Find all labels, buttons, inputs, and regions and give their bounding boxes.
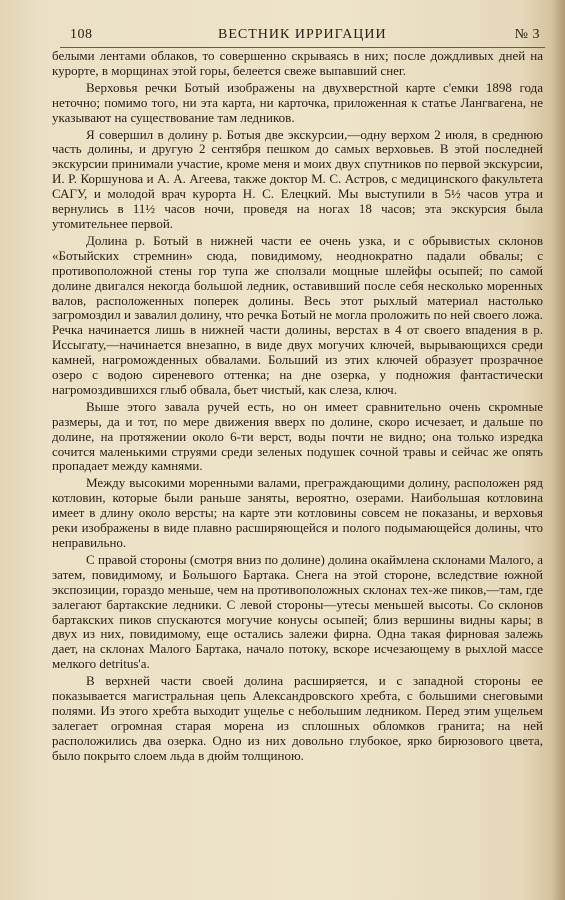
paragraph-continued: белыми лентами облаков, то совершенно скрываясь в них; после дождливых дней на курорте, в морщинах этой горы, белеется свеже выпавший снег.: [52, 48, 543, 78]
page-edge-shadow: [551, 0, 565, 900]
paragraph: Долина р. Ботый в нижней части ее очень узка, и с обрывистых склонов «Ботыйских стремнин» сюда, повидимому, неоднократно падали обвалы; с противоположной стены гор тупа же сползали мощные шлейфы осыпей; по самой долине двигался некогда большой ледник, оставивший после себя несколько моренных валов, расположенных поперек долины. Весь этот рыхлый материал настолько загромоздил и завалил долину, что речка Ботый не могла проложить по ней своего ложа. Речка начинается лишь в нижней части долины, верстах в 4 от своего впадения в р. Иссыгату,—начинается внезапно, в виде двух могучих ключей, вырывающихся среди камней, нагроможденных обвалами. Больший из этих ключей образует прозрачное озеро с водою сиреневого оттенка; на дне озерка, у подножия фантастически нагромоздившихся глыб обвала, бьет чистый, как слеза, ключ.: [52, 232, 543, 397]
issue-number: № 3: [514, 27, 540, 42]
paragraph: Выше этого завала ручей есть, но он имеет сравнительно очень скромные размеры, да и тот, по мере движения вверх по долине, скоро исчезает, и дальше по долине, на протяжении около 6-ти верст, воды почти не видно; она только изредка сочится маленькими струями среди зеленых подушек сочной травы и сейчас же опять пропадает между камнями.: [52, 398, 543, 474]
page-number: 108: [70, 27, 93, 42]
article-body: [52, 49, 543, 764]
paragraph: Верховья речки Ботый изображены на двухверстной карте с'емки 1898 года неточно; помимо того, ни эта карта, ни карточка, приложенная к статье Лангвагена, не указывают на существование там ледников.: [52, 79, 543, 125]
paragraph: В верхней части своей долина расширяется, и с западной стороны ее показывается магистральная цепь Александровского хребта, с большими снеговыми полями. Из этого хребта выходит ущелье с небольшим ледником. Перед этим ущельем залегает огромная старая морена из сплошных обломков гранита; на ней расположились два озерка. Одно из них довольно глубокое, ярко бирюзового цвета, было покрыто слоем льда в дюйм толщиною.: [52, 673, 543, 763]
paragraph: С правой стороны (смотря вниз по долине) долина окаймлена склонами Малого, а затем, повидимому, и Большого Бартака. Снега на этой стороне, вследствие южной экспозиции, гораздо меньше, чем на противоположных склонах тех-же пиков,—там, где залегают бартакские ледники. С левой стороны—утесы меньшей высоты. Со склонов бартакских пиков спускаются могучие конусы осыпей; близ вершины видны кары; в двух из них, повидимому, еще остались залежи фирна. Одна такая фирновая залежь дает, на склонах Малого Бартака, начало потоку, вскоре исчезающему в рыхлой массе мелкого detritus'a.: [52, 551, 543, 672]
journal-title: ВЕСТНИК ИРРИГАЦИИ: [218, 27, 387, 42]
paragraph: Я совершил в долину р. Ботыя две экскурсии,—одну верхом 2 июля, в среднюю часть долины, и другую 2 сентября пешком до самых верховьев. В этой последней экскурсии принимали участие, кроме меня и моих двух спутников по первой экскурсии, И. Р. Коршунова и А. А. Агеева, также доктор М. С. Астров, с медицинского факультета САГУ, и молодой врач курорта Н. С. Елецкий. Мы выступили в 5½ часов утра и вернулись в 11½ часов ночи, проведя на ногах 18 часов; эта экскурсия была утомительнее первой.: [52, 126, 543, 231]
running-header: [70, 27, 540, 45]
paragraph: Между высокими моренными валами, преграждающими долину, расположен ряд котловин, которые были раньше заняты, вероятно, озерами. Наибольшая котловина имеет в длину около версты; на карте эти котловины совсем не показаны, и верховья реки изображены в виде плавно расширяющейся и полого подымающейся долины, что неправильно.: [52, 475, 543, 550]
